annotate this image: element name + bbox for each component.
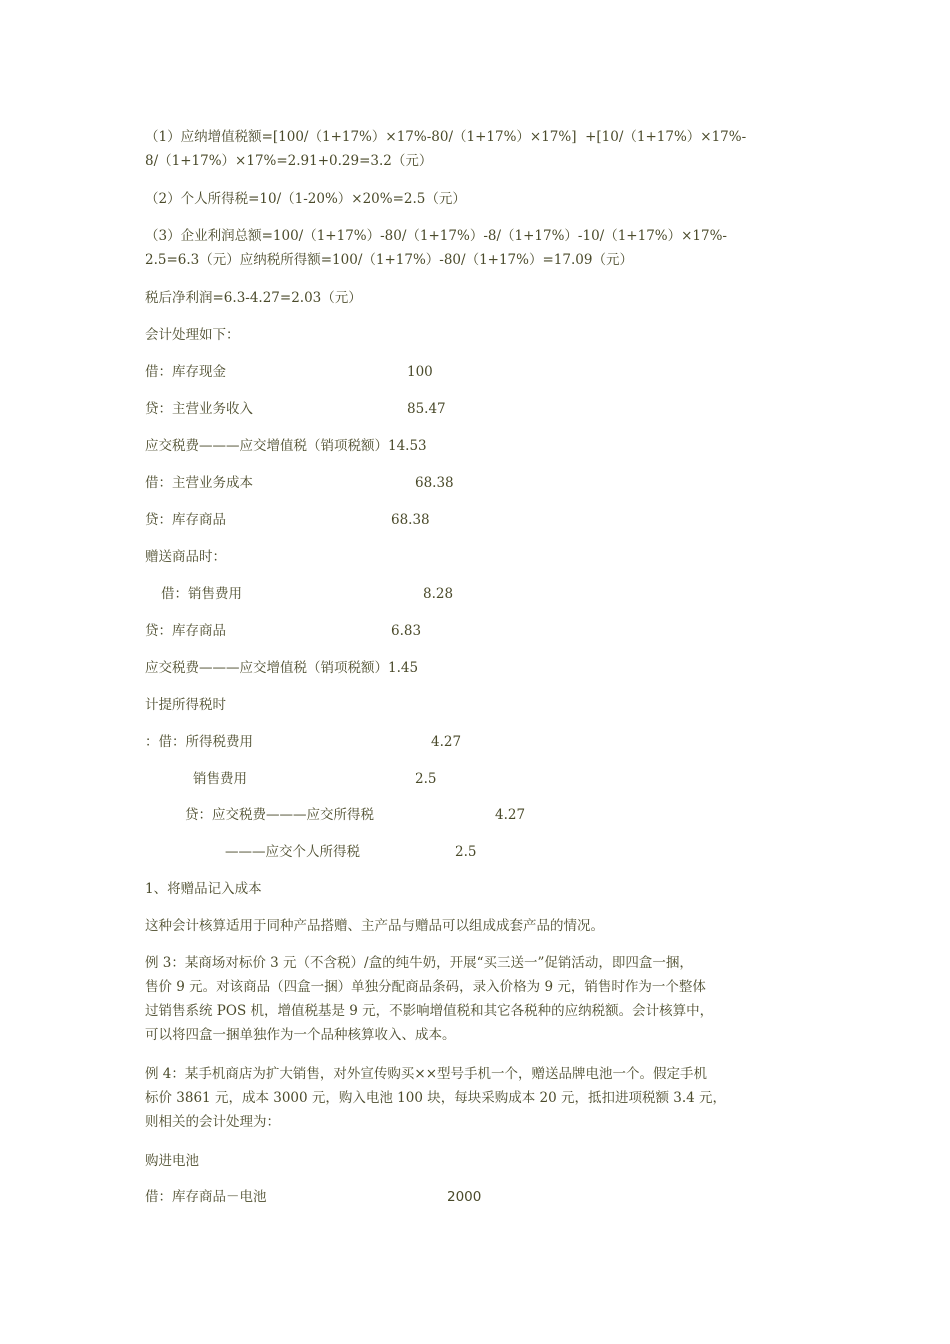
entry-credit-income-tax-payable-amount: 4.27 bbox=[495, 807, 526, 823]
entry-credit-inventory-amount: 68.38 bbox=[391, 512, 430, 528]
income-tax-accrual-heading: 计提所得税时 bbox=[145, 697, 226, 713]
example-3-line-3: 过销售系统 POS 机，增值税基是 9 元，不影响增值税和其它各税种的应纳税额。会计核算中， bbox=[145, 1003, 714, 1019]
entry-vat-output-2: 应交税费———应交增值税（销项税额）1.45 bbox=[145, 660, 419, 676]
example-4-line-1: 例 4：某手机商店为扩大销售，对外宣传购买××型号手机一个，赠送品牌电池一个。假定手机 bbox=[145, 1066, 708, 1082]
applicability-paragraph: 这种会计核算适用于同种产品搭赠、主产品与赠品可以组成成套产品的情况。 bbox=[145, 918, 604, 934]
profit-calc-line-1: （3）企业利润总额=100/（1+17%）-80/（1+17%）-8/（1+17%）-10/（1+17%）×17%- bbox=[145, 228, 727, 244]
entry-debit-battery-label: 借：库存商品－电池 bbox=[145, 1189, 267, 1205]
entry-debit-cost-amount: 68.38 bbox=[415, 475, 454, 491]
entry-credit-revenue-label: 贷：主营业务收入 bbox=[145, 401, 253, 417]
entry-debit-battery-amount: 2000 bbox=[447, 1189, 482, 1205]
income-tax-calc: （2）个人所得税=10/（1-20%）×20%=2.5（元） bbox=[145, 191, 466, 207]
entry-credit-revenue-amount: 85.47 bbox=[407, 401, 446, 417]
net-profit-line: 税后净利润=6.3-4.27=2.03（元） bbox=[145, 290, 362, 306]
section-heading-gift-cost: 1、将赠品记入成本 bbox=[145, 881, 262, 897]
example-3-line-4: 可以将四盒一捆单独作为一个品种核算收入、成本。 bbox=[145, 1027, 456, 1043]
entry-debit-cost-label: 借：主营业务成本 bbox=[145, 475, 253, 491]
entry-debit-income-tax-label: ：借：所得税费用 bbox=[145, 734, 253, 750]
example-4-line-3: 则相关的会计处理为： bbox=[145, 1114, 280, 1130]
entry-credit-inventory-2-label: 贷：库存商品 bbox=[145, 623, 226, 639]
entry-vat-output: 应交税费———应交增值税（销项税额）14.53 bbox=[145, 438, 427, 454]
gift-heading: 赠送商品时： bbox=[145, 549, 226, 565]
entry-personal-income-tax-amount: 2.5 bbox=[455, 844, 477, 860]
entry-debit-selling-expense-amount: 8.28 bbox=[423, 586, 454, 602]
entry-selling-expense-amount: 2.5 bbox=[415, 771, 437, 787]
example-3-line-2: 售价 9 元。对该商品（四盒一捆）单独分配商品条码，录入价格为 9 元，销售时作为一个整体 bbox=[145, 979, 706, 995]
profit-calc-line-2: 2.5=6.3（元）应纳税所得额=100/（1+17%）-80/（1+17%）=17.09（元） bbox=[145, 252, 633, 268]
entry-debit-selling-expense-label: 借：销售费用 bbox=[161, 586, 242, 602]
entry-debit-cash-amount: 100 bbox=[407, 364, 433, 380]
battery-purchase-heading: 购进电池 bbox=[145, 1153, 199, 1169]
vat-calc-line-2: 8/（1+17%）×17%=2.91+0.29=3.2（元） bbox=[145, 153, 433, 169]
example-3-line-1: 例 3：某商场对标价 3 元（不含税）/盒的纯牛奶，开展“买三送一”促销活动，即四盒一捆， bbox=[145, 955, 693, 971]
entry-selling-expense-label: 销售费用 bbox=[193, 771, 247, 787]
entry-credit-inventory-label: 贷：库存商品 bbox=[145, 512, 226, 528]
entry-debit-income-tax-amount: 4.27 bbox=[431, 734, 462, 750]
entry-personal-income-tax-label: ———应交个人所得税 bbox=[225, 844, 360, 860]
entry-credit-income-tax-payable-label: 贷：应交税费———应交所得税 bbox=[185, 807, 374, 823]
entry-credit-inventory-2-amount: 6.83 bbox=[391, 623, 422, 639]
example-4-line-2: 标价 3861 元，成本 3000 元，购入电池 100 块，每块采购成本 20 元，抵扣进项税额 3.4 元， bbox=[145, 1090, 727, 1106]
accounting-heading: 会计处理如下： bbox=[145, 327, 240, 343]
vat-calc-line-1: （1）应纳增值税额=[100/（1+17%）×17%-80/（1+17%）×17%] +[10/（1+17%）×17%- bbox=[145, 129, 747, 145]
entry-debit-cash-label: 借：库存现金 bbox=[145, 364, 226, 380]
